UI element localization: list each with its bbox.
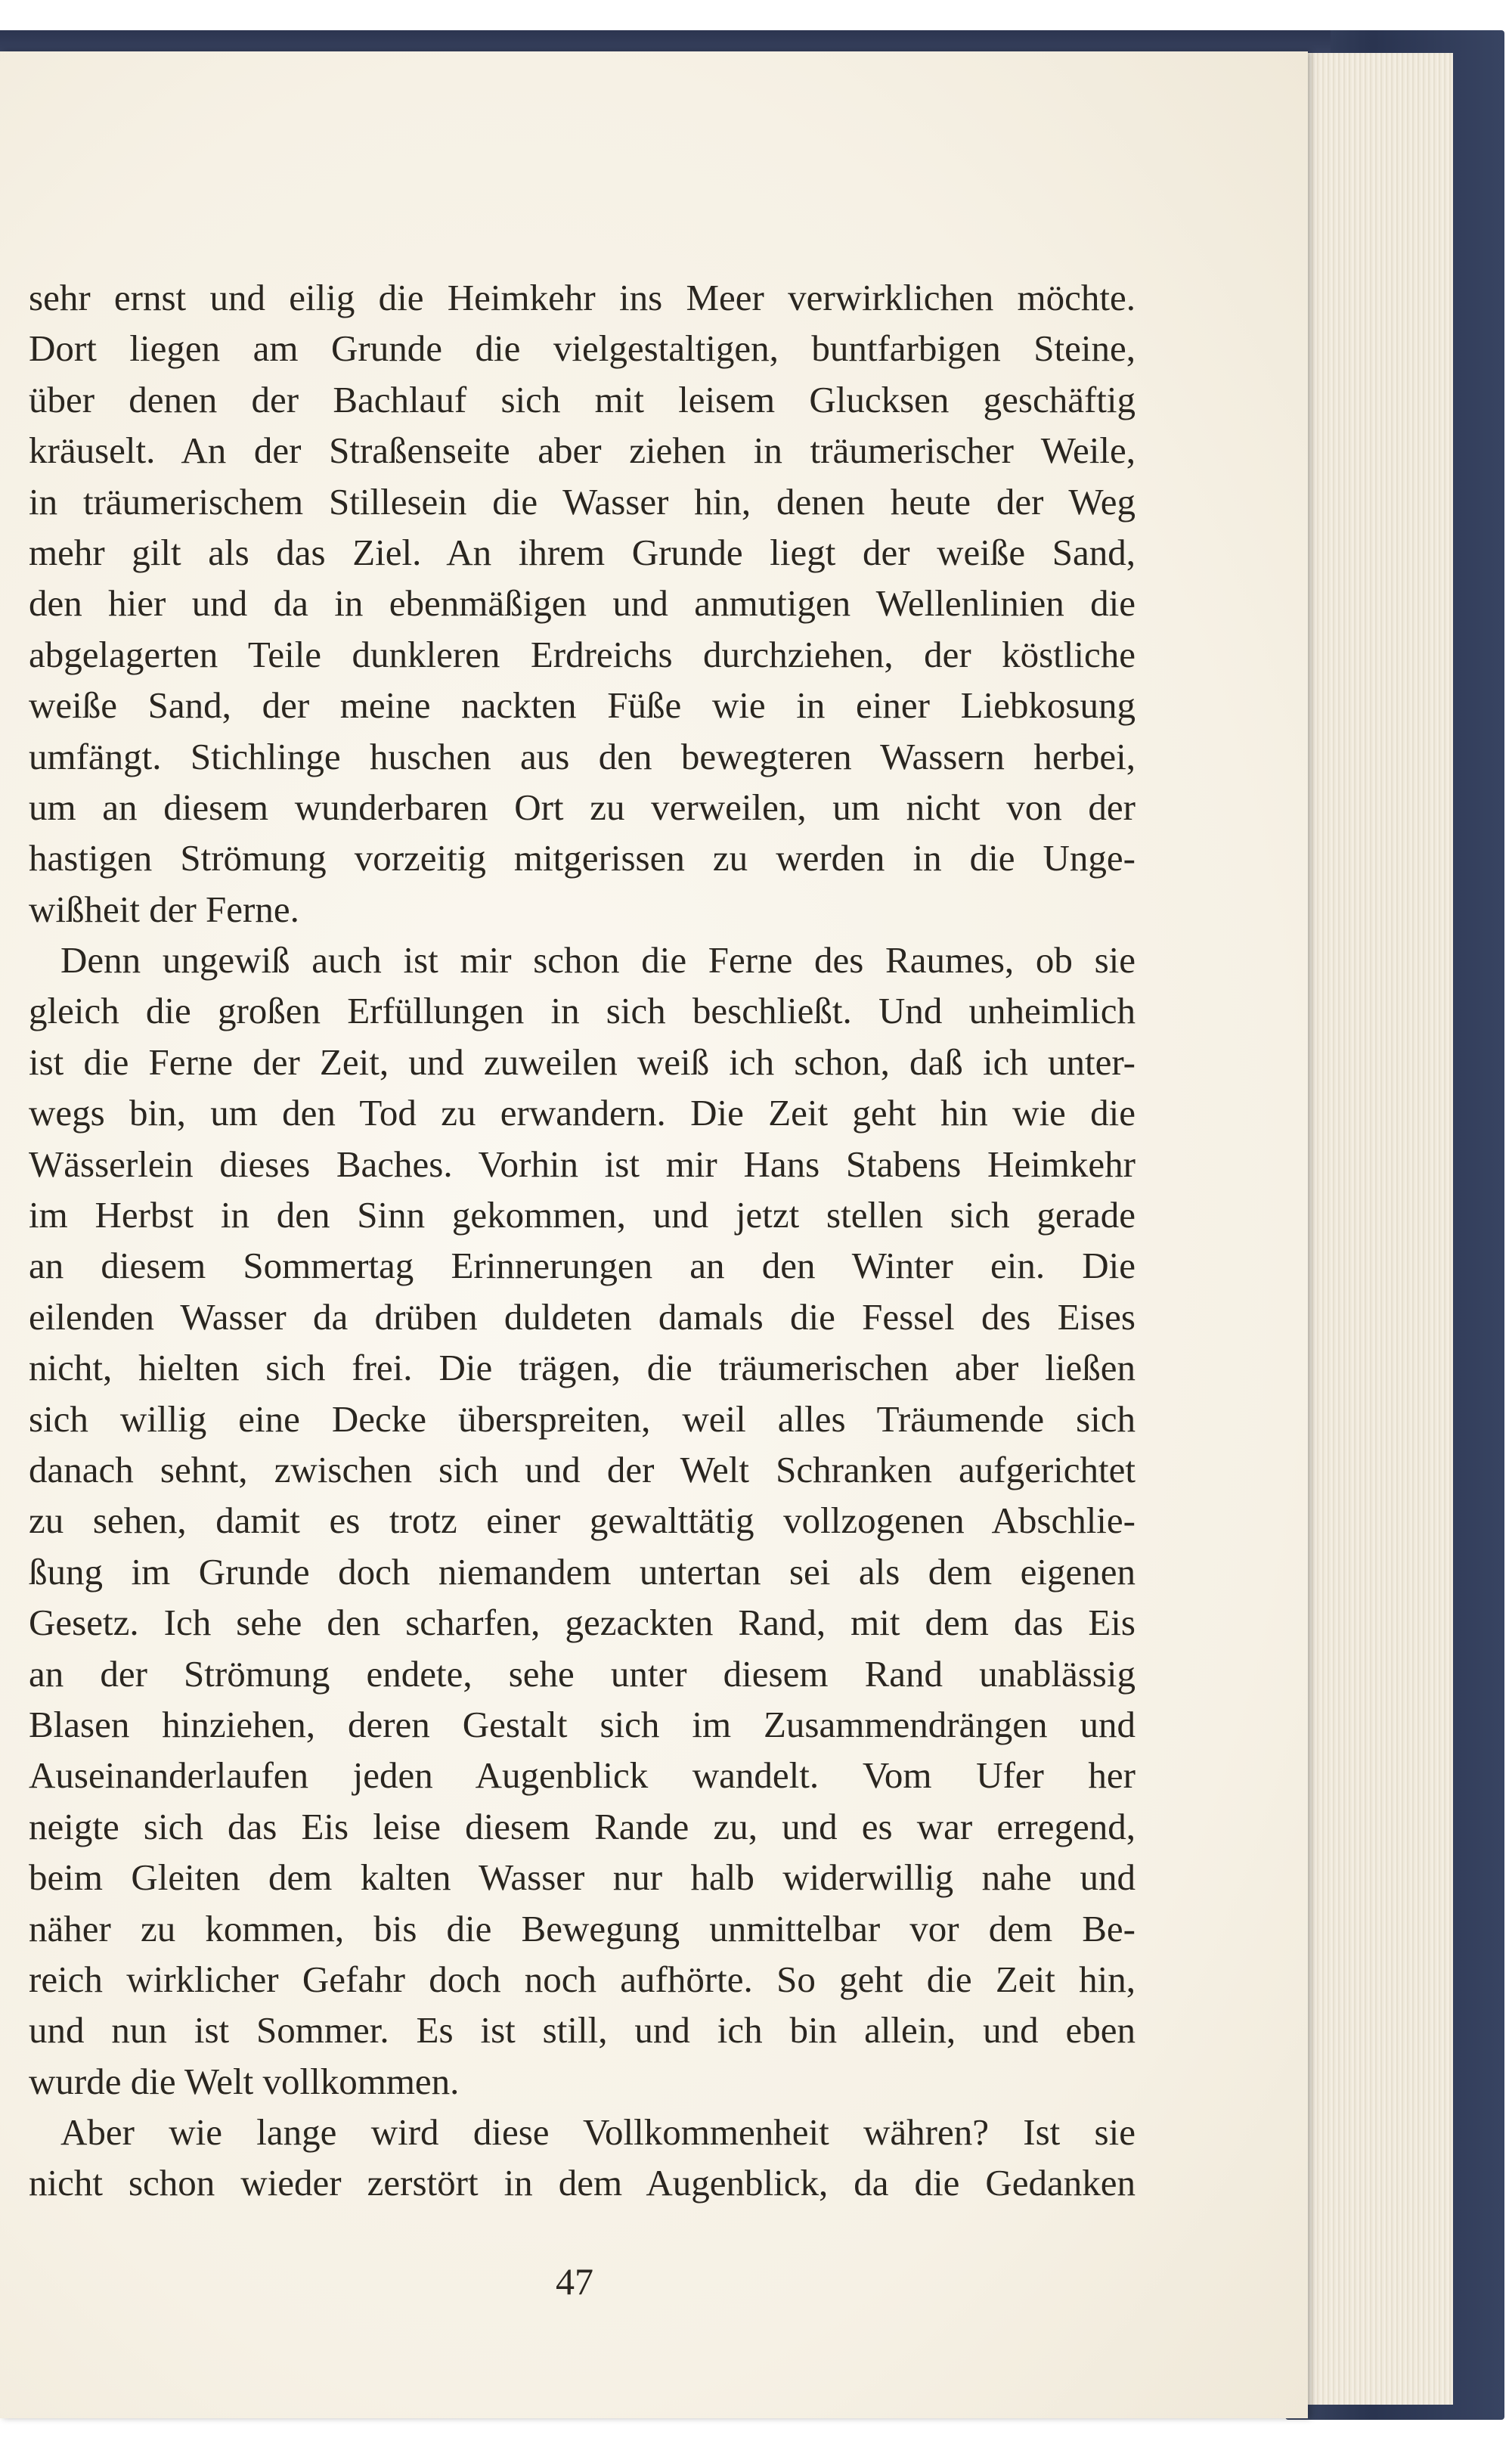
text-line: Wässerlein dieses Baches. Vorhin ist mir Hans Stabens Heimkehr (29, 1143, 1136, 1185)
text-line: nicht schon wieder zerstört in dem Augenblick, da die Gedanken (29, 2162, 1136, 2204)
text-line: wurde die Welt vollkommen. (29, 2060, 460, 2102)
text-line: eilenden Wasser da drüben duldeten damals die Fessel des Eises (29, 1295, 1136, 1338)
text-line: Denn ungewiß auch ist mir schon die Ferne des Raumes, ob sie (60, 939, 1136, 982)
text-line: danach sehnt, zwischen sich und der Welt Schranken aufgerichtet (29, 1448, 1136, 1490)
text-line: wegs bin, um den Tod zu erwandern. Die Zeit geht hin wie die (29, 1092, 1136, 1134)
text-line: zu sehen, damit es trotz einer gewalttätig vollzogenen Abschlie- (29, 1500, 1136, 1542)
text-line: reich wirklicher Gefahr doch noch aufhörte. So geht die Zeit hin, (29, 1958, 1136, 2000)
text-line: Gesetz. Ich sehe den scharfen, gezackten Rand, mit dem das Eis (29, 1602, 1136, 1644)
text-line: ßung im Grunde doch niemandem untertan sei als dem eigenen (29, 1550, 1136, 1593)
text-line: und nun ist Sommer. Es ist still, und ich bin allein, und eben (29, 2009, 1136, 2052)
text-line: abgelagerten Teile dunkleren Erdreichs durchziehen, der köstliche (29, 633, 1136, 675)
text-line: weiße Sand, der meine nackten Füße wie in einer Liebkosung (29, 684, 1136, 727)
page-number: 47 (556, 2260, 593, 2303)
text-line: im Herbst in den Sinn gekommen, und jetzt stellen sich gerade (29, 1194, 1136, 1236)
text-line: Blasen hinziehen, deren Gestalt sich im Zusammendrängen und (29, 1703, 1136, 1745)
text-line: umfängt. Stichlinge huschen aus den bewegteren Wassern herbei, (29, 735, 1136, 777)
text-line: in träumerischem Stillesein die Wasser hin, denen heute der Weg (29, 480, 1136, 523)
text-line: neigte sich das Eis leise diesem Rande zu, und es war erregend, (29, 1805, 1136, 1847)
text-line: ist die Ferne der Zeit, und zuweilen weiß ich schon, daß ich unter- (29, 1041, 1136, 1083)
text-line: nicht, hielten sich frei. Die trägen, die träumerischen aber ließen (29, 1347, 1136, 1389)
text-line: wißheit der Ferne. (29, 888, 299, 930)
text-line: näher zu kommen, bis die Bewegung unmittelbar vor dem Be- (29, 1907, 1136, 1949)
text-line: mehr gilt als das Ziel. An ihrem Grunde liegt der weiße Sand, (29, 531, 1136, 573)
text-line: an diesem Sommertag Erinnerungen an den Winter ein. Die (29, 1245, 1136, 1287)
text-line: um an diesem wunderbaren Ort zu verweilen, um nicht von der (29, 786, 1136, 828)
text-line: den hier und da in ebenmäßigen und anmutigen Wellenlinien die (29, 582, 1136, 625)
body-text (29, 272, 1136, 2209)
text-line: hastigen Strömung vorzeitig mitgerissen zu werden in die Unge- (29, 837, 1136, 879)
text-line: beim Gleiten dem kalten Wasser nur halb widerwillig nahe und (29, 1856, 1136, 1899)
text-line: sehr ernst und eilig die Heimkehr ins Meer verwirklichen möchte. (29, 277, 1136, 318)
book-page (0, 51, 1308, 2418)
text-line: kräuselt. An der Straßenseite aber ziehen in träumerischer Weile, (29, 430, 1136, 472)
text-line: sich willig eine Decke überspreiten, weil alles Träumende sich (29, 1397, 1136, 1440)
text-line: über denen der Bachlauf sich mit leisem Glucksen geschäftig (29, 378, 1136, 420)
text-line: an der Strömung endete, sehe unter diesem Rand unablässig (29, 1652, 1136, 1695)
text-line: gleich die großen Erfüllungen in sich beschließt. Und unheimlich (29, 990, 1136, 1032)
text-line: Auseinanderlaufen jeden Augenblick wandelt. Vom Ufer her (29, 1754, 1136, 1797)
text-line: Dort liegen am Grunde die vielgestaltigen, buntfarbigen Steine, (29, 327, 1136, 370)
text-line: Aber wie lange wird diese Vollkommenheit währen? Ist sie (60, 2111, 1136, 2154)
